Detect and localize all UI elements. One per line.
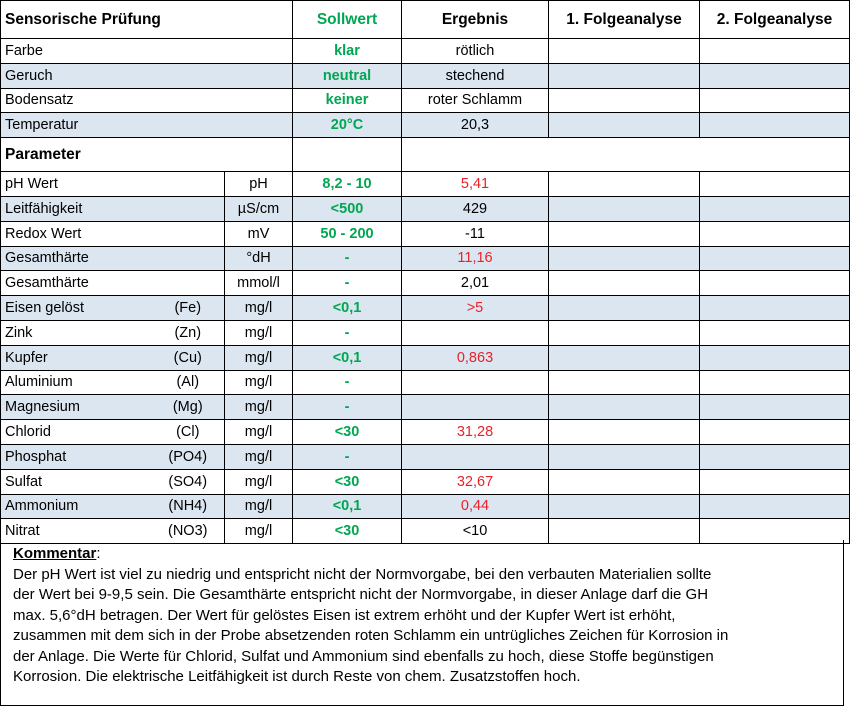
parameter-name: Sulfat: [1, 469, 152, 494]
parameter-symbol: (Mg): [152, 395, 225, 420]
parameter-unit: mg/l: [225, 370, 293, 395]
result-value: 2,01: [402, 271, 549, 296]
target-value: <0,1: [293, 345, 402, 370]
parameter-unit: mmol/l: [225, 271, 293, 296]
target-value: -: [293, 444, 402, 469]
parameter-name: Leitfähigkeit: [1, 196, 152, 221]
folge1-cell: [549, 395, 700, 420]
parameter-name: pH Wert: [1, 172, 152, 197]
parameter-name: Gesamthärte: [1, 246, 152, 271]
folge1-header: 1. Folgeanalyse: [549, 1, 700, 39]
sensory-row: [1, 88, 850, 113]
parameter-row: [1, 320, 850, 345]
folge1-cell: [549, 469, 700, 494]
parameter-row: [1, 196, 850, 221]
folge2-cell: [700, 221, 850, 246]
parameter-unit: pH: [225, 172, 293, 197]
folge2-cell: [700, 345, 850, 370]
parameter-unit: mg/l: [225, 494, 293, 519]
folge1-cell: [549, 113, 700, 138]
target-value: -: [293, 271, 402, 296]
folge2-cell: [700, 88, 850, 113]
comment-text: [13, 565, 839, 688]
folge1-cell: [549, 246, 700, 271]
result-value: [402, 370, 549, 395]
result-value: rötlich: [402, 39, 549, 64]
result-value: >5: [402, 296, 549, 321]
parameter-unit: mg/l: [225, 444, 293, 469]
folge2-cell: [700, 113, 850, 138]
result-value: 429: [402, 196, 549, 221]
sensory-name: Bodensatz: [1, 88, 293, 113]
sensory-row: [1, 63, 850, 88]
folge2-cell: [700, 271, 850, 296]
target-value: -: [293, 246, 402, 271]
parameter-unit: µS/cm: [225, 196, 293, 221]
parameter-unit: mg/l: [225, 519, 293, 544]
parameter-name: Phosphat: [1, 444, 152, 469]
result-value: 0,863: [402, 345, 549, 370]
folge2-cell: [700, 63, 850, 88]
target-value: <30: [293, 519, 402, 544]
target-value: -: [293, 395, 402, 420]
folge2-cell: [700, 370, 850, 395]
parameter-unit: °dH: [225, 246, 293, 271]
parameter-row: [1, 444, 850, 469]
parameter-row: [1, 469, 850, 494]
parameter-name: Chlorid: [1, 420, 152, 445]
parameter-symbol: [152, 271, 225, 296]
parameter-row: [1, 370, 850, 395]
result-value: [402, 320, 549, 345]
target-value: neutral: [293, 63, 402, 88]
parameter-row: [1, 395, 850, 420]
result-value: [402, 395, 549, 420]
folge2-cell: [700, 469, 850, 494]
parameter-row: [1, 172, 850, 197]
parameter-symbol: (Zn): [152, 320, 225, 345]
target-value: 50 - 200: [293, 221, 402, 246]
folge2-cell: [700, 296, 850, 321]
folge1-cell: [549, 221, 700, 246]
header-row: [1, 1, 850, 39]
folge2-cell: [700, 39, 850, 64]
parameter-symbol: [152, 246, 225, 271]
folge1-cell: [549, 370, 700, 395]
parameter-heading: Parameter: [1, 138, 293, 172]
target-value: keiner: [293, 88, 402, 113]
folge1-cell: [549, 63, 700, 88]
parameter-heading-row: [1, 138, 850, 172]
sensory-row: [1, 39, 850, 64]
parameter-row: [1, 246, 850, 271]
folge2-cell: [700, 320, 850, 345]
comment-line: Korrosion. Die elektrische Leitfähigkeit ist durch Reste von chem. Zusatzstoffen hoch.: [13, 668, 581, 685]
parameter-symbol: [152, 221, 225, 246]
folge2-cell: [700, 494, 850, 519]
parameter-row: [1, 221, 850, 246]
parameter-symbol: (Al): [152, 370, 225, 395]
folge1-cell: [549, 494, 700, 519]
parameter-unit: mg/l: [225, 345, 293, 370]
result-value: 11,16: [402, 246, 549, 271]
parameter-row: [1, 420, 850, 445]
parameter-name: Ammonium: [1, 494, 152, 519]
result-value: 20,3: [402, 113, 549, 138]
sensory-name: Geruch: [1, 63, 293, 88]
sensory-name: Temperatur: [1, 113, 293, 138]
parameter-symbol: (Fe): [152, 296, 225, 321]
sollwert-header: Sollwert: [293, 1, 402, 39]
parameter-unit: mV: [225, 221, 293, 246]
parameter-blank: [402, 138, 850, 172]
parameter-name: Zink: [1, 320, 152, 345]
result-value: 31,28: [402, 420, 549, 445]
comment-line: Der pH Wert ist viel zu niedrig und entspricht nicht der Normvorgabe, bei den verbauten Materialien sollte: [13, 565, 712, 583]
target-value: 8,2 - 10: [293, 172, 402, 197]
folge2-cell: [700, 172, 850, 197]
folge1-cell: [549, 88, 700, 113]
folge2-cell: [700, 444, 850, 469]
result-value: -11: [402, 221, 549, 246]
result-value: stechend: [402, 63, 549, 88]
folge1-cell: [549, 271, 700, 296]
comment-line: der Anlage. Die Werte für Chlorid, Sulfat und Ammonium sind ebenfalls zu hoch, diese Stoffe begünstigen: [13, 647, 714, 665]
result-value: 32,67: [402, 469, 549, 494]
comment-line: max. 5,6°dH betragen. Der Wert für gelöstes Eisen ist extrem erhöht und der Kupfer Wert ist erhöht,: [13, 606, 676, 624]
parameter-unit: mg/l: [225, 469, 293, 494]
comment-line: zusammen mit dem sich in der Probe absetzenden roten Schlamm ein untrügliches Zeichen für Korrosion in: [13, 627, 729, 644]
folge1-cell: [549, 320, 700, 345]
target-value: klar: [293, 39, 402, 64]
sensory-row: [1, 113, 850, 138]
parameter-row: [1, 345, 850, 370]
folge2-cell: [700, 196, 850, 221]
target-value: <0,1: [293, 296, 402, 321]
target-value: <500: [293, 196, 402, 221]
parameter-symbol: (NO3): [152, 519, 225, 544]
result-value: <10: [402, 519, 549, 544]
parameter-row: [1, 271, 850, 296]
folge1-cell: [549, 39, 700, 64]
parameter-name: Gesamthärte: [1, 271, 152, 296]
target-value: -: [293, 370, 402, 395]
folge1-cell: [549, 196, 700, 221]
folge1-cell: [549, 296, 700, 321]
parameter-symbol: (SO4): [152, 469, 225, 494]
result-value: [402, 444, 549, 469]
ergebnis-header: Ergebnis: [402, 1, 549, 39]
comment-box: [0, 540, 844, 706]
target-value: <30: [293, 469, 402, 494]
folge2-header: 2. Folgeanalyse: [700, 1, 850, 39]
folge1-cell: [549, 420, 700, 445]
parameter-unit: mg/l: [225, 320, 293, 345]
parameter-symbol: [152, 172, 225, 197]
parameter-symbol: (NH4): [152, 494, 225, 519]
target-value: <0,1: [293, 494, 402, 519]
comment-label: Kommentar: [13, 545, 97, 562]
comment-line: der Wert bei 9-9,5 sein. Die Gesamthärte entspricht nicht der Normvorgabe, in dieser Anlage darf die GH: [13, 586, 709, 603]
section-title: Sensorische Prüfung: [1, 1, 293, 39]
parameter-symbol: [152, 196, 225, 221]
parameter-symbol: (Cl): [152, 420, 225, 445]
sensory-name: Farbe: [1, 39, 293, 64]
result-value: roter Schlamm: [402, 88, 549, 113]
target-value: -: [293, 320, 402, 345]
folge1-cell: [549, 172, 700, 197]
parameter-name: Nitrat: [1, 519, 152, 544]
parameter-name: Magnesium: [1, 395, 152, 420]
folge1-cell: [549, 345, 700, 370]
parameter-name: Aluminium: [1, 370, 152, 395]
parameter-symbol: (Cu): [152, 345, 225, 370]
parameter-name: Redox Wert: [1, 221, 152, 246]
parameter-name: Kupfer: [1, 345, 152, 370]
result-value: 5,41: [402, 172, 549, 197]
parameter-unit: mg/l: [225, 420, 293, 445]
folge2-cell: [700, 395, 850, 420]
parameter-sollwert-blank: [293, 138, 402, 172]
result-value: 0,44: [402, 494, 549, 519]
parameter-row: [1, 494, 850, 519]
folge2-cell: [700, 420, 850, 445]
folge1-cell: [549, 444, 700, 469]
parameter-name: Eisen gelöst: [1, 296, 152, 321]
target-value: <30: [293, 420, 402, 445]
parameter-unit: mg/l: [225, 296, 293, 321]
parameter-unit: mg/l: [225, 395, 293, 420]
folge2-cell: [700, 246, 850, 271]
parameter-row: [1, 296, 850, 321]
comment-colon: :: [96, 545, 101, 562]
target-value: 20°C: [293, 113, 402, 138]
parameter-symbol: (PO4): [152, 444, 225, 469]
